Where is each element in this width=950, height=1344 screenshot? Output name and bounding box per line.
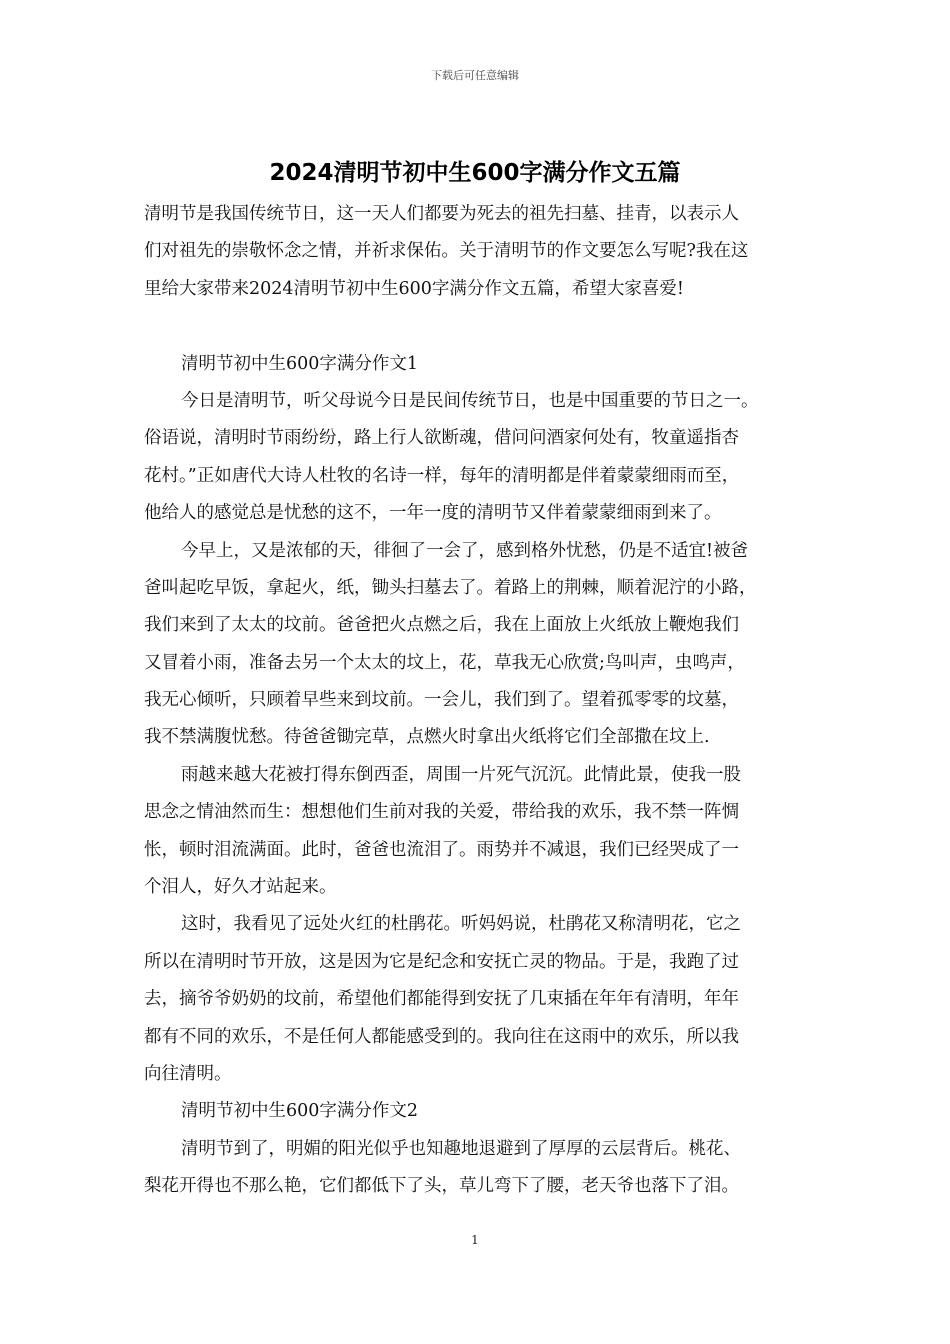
paragraph-line: 去，摘爷爷奶奶的坟前，希望他们都能得到安抚了几束插在年年有清明，年年 [144, 989, 739, 1010]
paragraph-line: 梨花开得也不那么艳，它们都低下了头，草儿弯下了腰，老天爷也落下了泪。 [144, 1176, 739, 1197]
section-heading: 清明节初中生600字满分作文1 [181, 353, 419, 374]
paragraph-line: 向往清明。 [144, 1063, 232, 1084]
paragraph-line: 花村。”正如唐代大诗人杜牧的名诗一样，每年的清明都是伴着蒙蒙细雨而至， [144, 465, 740, 486]
intro-line: 清明节是我国传统节日，这一天人们都要为死去的祖先扫墓、挂青，以表示人 [144, 204, 739, 224]
paragraph-line: 思念之情油然而生：想想他们生前对我的关爱，带给我的欢乐，我不禁一阵惆 [144, 802, 739, 823]
paragraph-line: 雨越来越大花被打得东倒西歪，周围一片死气沉沉。此情此景，使我一股 [181, 764, 741, 785]
section-heading: 清明节初中生600字满分作文2 [181, 1101, 419, 1122]
paragraph-line: 今日是清明节，听父母说今日是民间传统节日，也是中国重要的节日之一。 [181, 390, 759, 411]
paragraph-line: 俗语说，清明时节雨纷纷，路上行人欲断魂，借问问酒家何处有，牧童遥指杏 [144, 428, 739, 449]
intro-line: 里给大家带来2024清明节初中生600字满分作文五篇，希望大家喜爱! [144, 278, 684, 299]
paragraph-line: 我们来到了太太的坟前。爸爸把火点燃之后，我在上面放上火纸放上鞭炮我们 [144, 615, 739, 636]
blank-line [144, 308, 812, 345]
document-title: 2024清明节初中生600字满分作文五篇 [269, 160, 681, 186]
page-header: 下载后可任意编辑 [431, 69, 519, 82]
paragraph-line: 清明节到了，明媚的阳光似乎也知趣地退避到了厚厚的云层背后。桃花、 [181, 1138, 741, 1159]
paragraph-line: 这时，我看见了远处火红的杜鹃花。听妈妈说，杜鹃花又称清明花，它之 [181, 914, 741, 935]
paragraph-line: 爸叫起吃早饭，拿起火，纸，锄头扫墓去了。着路上的荆棘，顺着泥泞的小路， [144, 577, 757, 598]
paragraph-line: 他给人的感觉总是忧愁的这不，一年一度的清明节又伴着蒙蒙细雨到来了。 [144, 503, 722, 524]
paragraph-line: 我不禁满腹忧愁。待爸爸锄完草，点燃火时拿出火纸将它们全部撒在坟上. [144, 727, 710, 748]
paragraph-line: 今早上，又是浓郁的天，徘徊了一会了，感到格外忧愁，仍是不适宜!被爸 [181, 540, 749, 561]
paragraph-line: 都有不同的欢乐，不是任何人都能感受到的。我向往在这雨中的欢乐，所以我 [144, 1026, 739, 1047]
intro-line: 们对祖先的崇敬怀念之情，并祈求保佑。关于清明节的作文要怎么写呢?我在这 [144, 241, 749, 262]
page-number: 1 [471, 1233, 479, 1247]
paragraph-line: 所以在清明时节开放，这是因为它是纪念和安抚亡灵的物品。于是，我跑了过 [144, 951, 739, 972]
paragraph-line: 怅，顿时泪流满面。此时，爸爸也流泪了。雨势并不减退，我们已经哭成了一 [144, 839, 739, 860]
paragraph-line: 个泪人，好久才站起来。 [144, 877, 337, 898]
paragraph-line: 我无心倾听，只顾着早些来到坟前。一会儿，我们到了。望着孤零零的坟墓， [144, 690, 739, 711]
document-body [144, 196, 812, 1206]
paragraph-line: 又冒着小雨，准备去另一个太太的坟上，花，草我无心欣赏;鸟叫声，虫鸣声， [144, 652, 745, 673]
